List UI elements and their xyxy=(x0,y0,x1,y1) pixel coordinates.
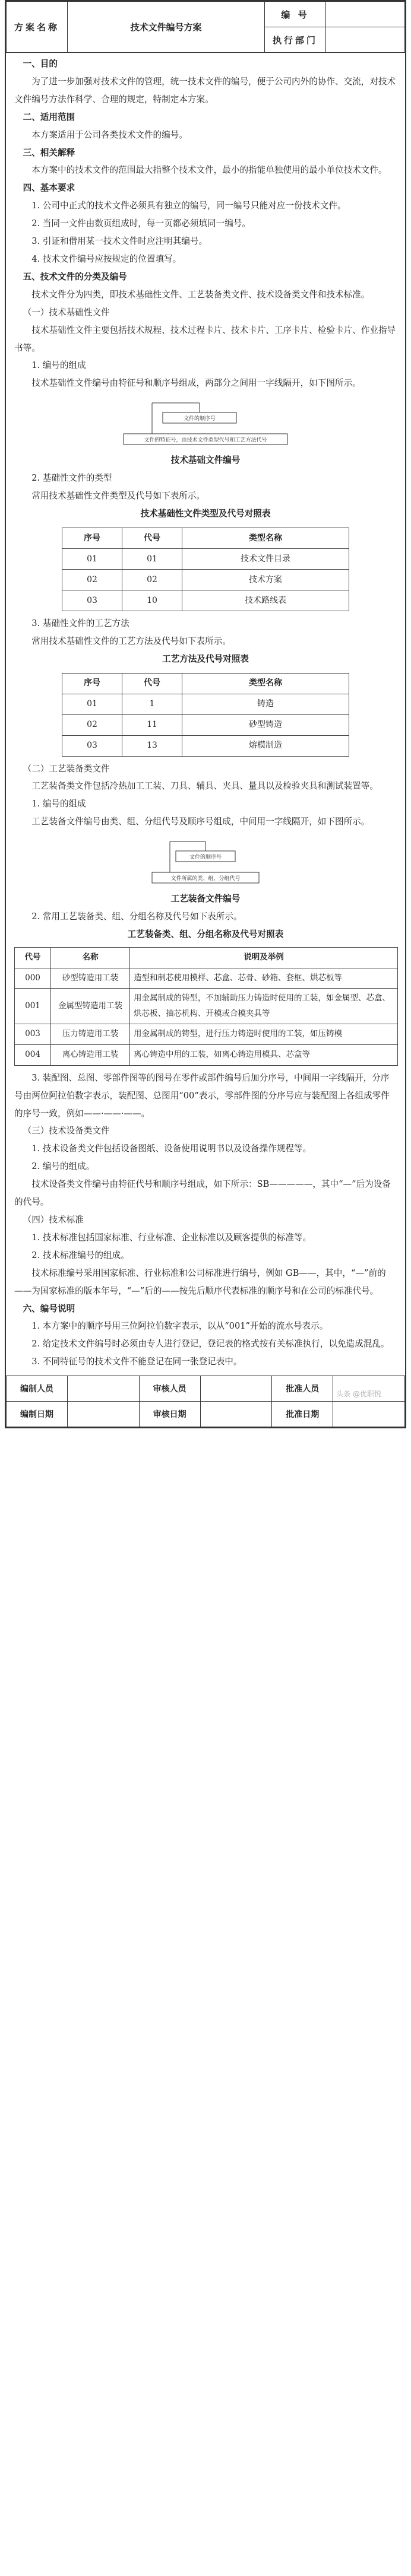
standards-item: 技术标准编号采用国家标准、行业标准和公司标准进行编号，例如 GB——，其中，“—”前的——为国家标准的版本年号，“—”后的——按先后顺序代表标准的顺序号和在公司的标准代号。 xyxy=(14,1268,386,1296)
number-label: 编 号 xyxy=(265,2,326,27)
subsection-tooling-title: （二）工艺装备类文件 xyxy=(23,763,110,774)
section-purpose-text: 为了进一步加强对技术文件的管理，统一技术文件的编号，便于公司内外的协作、交流，对技术文件编号方法作科学、合理的规定，特制定本方案。 xyxy=(14,76,396,104)
equipment-item: 2. 编号的组成。 xyxy=(31,1161,95,1172)
table-cell: 1 xyxy=(122,694,182,714)
table-cell: 造型和制芯使用模样、芯盒、芯骨、砂箱、套框、烘芯板等 xyxy=(130,968,398,989)
section-purpose-title: 一、目的 xyxy=(23,59,58,69)
table-basic-types-title: 技术基础性文件类型及代号对照表 xyxy=(140,508,271,519)
basic-numbering-text: 技术基础性文件编号由特征号和顺序号组成，两部分之间用一字线隔开，如下图所示。 xyxy=(31,378,361,389)
table-cell: 01 xyxy=(62,548,122,569)
section-scope-text: 本方案适用于公司各类技术文件的编号。 xyxy=(31,129,188,140)
tooling-drawing-rule: 3. 装配图、总图、零部件图等的图号在零件或部件编号后加分序号，中间用一字线隔开，分序号由两位阿拉伯数字表示，装配图、总图用“00”表示，零部件图的分序号应与装配图上各组成零件的序号一致，例如——·——·——。 xyxy=(14,1072,390,1119)
exec-dept-value xyxy=(326,27,405,53)
table-cell: 砂型铸造用工装 xyxy=(51,968,130,989)
table-header: 类型名称 xyxy=(182,528,349,548)
requirement-item: 2. 当同一文件由数页组成时，每一页都必须填同一编号。 xyxy=(31,218,251,229)
tooling-numbering-text: 工艺装备文件编号由类、组、分组代号及顺序号组成，中间用一字线隔开，如下图所示。 xyxy=(31,817,370,827)
table-row xyxy=(62,735,349,756)
table-methods xyxy=(62,673,349,757)
subsection-basic-title: （一）技术基础性文件 xyxy=(23,307,110,317)
basic-method-text: 常用技术基础性文件的工艺方法及代号如下表所示。 xyxy=(31,636,231,646)
table-cell: 金属型铸造用工装 xyxy=(51,989,130,1024)
approved-by-label: 批准人员 xyxy=(272,1376,333,1402)
prepared-by-label: 编制人员 xyxy=(7,1376,68,1402)
watermark: 头条 @优职悦 xyxy=(336,1390,381,1399)
reviewed-date-label: 审核日期 xyxy=(139,1402,200,1427)
subsection-standards-title: （四）技术标准 xyxy=(23,1215,84,1225)
table-cell: 01 xyxy=(122,548,182,569)
basic-type-text: 常用技术基础性文件类型及代号如下表所示。 xyxy=(31,491,206,501)
section-definition-title: 三、相关解释 xyxy=(23,147,75,158)
table-header: 类型名称 xyxy=(182,673,349,694)
table-header: 名称 xyxy=(51,947,130,968)
prepared-date-label: 编制日期 xyxy=(7,1402,68,1427)
prepared-date-value xyxy=(68,1402,140,1427)
table-row xyxy=(62,694,349,714)
table-header: 代号 xyxy=(122,528,182,548)
table-cell: 铸造 xyxy=(182,694,349,714)
table-basic-types xyxy=(62,528,349,611)
footer-table xyxy=(6,1376,405,1427)
plan-name: 技术文件编号方案 xyxy=(68,2,265,53)
basic-number-diagram xyxy=(14,399,397,447)
table-tooling xyxy=(14,947,398,1066)
table-row xyxy=(62,569,349,590)
reviewed-by-value xyxy=(200,1376,272,1402)
requirement-item: 3. 引证和借用某一技术文件时应注明其编号。 xyxy=(31,236,208,247)
table-cell: 000 xyxy=(15,968,51,989)
table-cell: 10 xyxy=(122,590,182,611)
reviewed-by-label: 审核人员 xyxy=(139,1376,200,1402)
exec-dept-label: 执行部门 xyxy=(265,27,326,53)
subsection-tooling-text: 工艺装备类文件包括冷热加工工装、刀具、辅具、夹具、量具以及检验夹具和测试装置等。 xyxy=(31,781,378,792)
table-cell: 02 xyxy=(62,569,122,590)
document xyxy=(5,0,406,1428)
diagram-bottom-label: 文件所属的类、组、分组代号 xyxy=(170,876,241,882)
standards-item: 2. 技术标准编号的组成。 xyxy=(31,1250,129,1260)
subsection-basic-text: 技术基础性文件主要包括技术规程、技术过程卡片、技术卡片、工序卡片、检验卡片、作业指导书等。 xyxy=(14,325,396,353)
table-cell: 003 xyxy=(15,1024,51,1045)
standards-item: 1. 技术标准包括国家标准、行业标准、企业标准以及顾客提供的标准等。 xyxy=(31,1232,312,1243)
table-cell: 离心铸造用工装 xyxy=(51,1045,130,1066)
requirement-item: 1. 公司中正式的技术文件必须具有独立的编号，同一编号只能对应一份技术文件。 xyxy=(31,201,346,211)
table-row xyxy=(15,968,398,989)
reviewed-date-value xyxy=(200,1402,272,1427)
approved-date-value xyxy=(333,1402,405,1427)
tooling-diagram-caption: 工艺装备文件编号 xyxy=(170,894,241,904)
plan-name-label: 方案名称 xyxy=(7,2,68,53)
table-row xyxy=(62,714,349,735)
table-cell: 03 xyxy=(62,735,122,756)
tooling-number-diagram xyxy=(14,838,397,885)
section-definition-text: 本方案中的技术文件的范围最大指整个技术文件，最小的指能单独使用的最小单位技术文件。 xyxy=(31,165,387,176)
table-cell: 02 xyxy=(62,714,122,735)
section-scope-title: 二、适用范围 xyxy=(23,112,75,122)
prepared-by-value xyxy=(68,1376,140,1402)
diagram-top-label: 文件的顺序号 xyxy=(189,855,222,861)
table-cell: 技术方案 xyxy=(182,569,349,590)
table-header: 说明及举例 xyxy=(130,947,398,968)
equipment-item: 技术设备类文件编号由特征代号和顺序号组成，如下所示：SB—————，其中“—”后为设备的代号。 xyxy=(14,1179,391,1208)
table-row xyxy=(15,1045,398,1066)
number-value xyxy=(326,2,405,27)
table-row xyxy=(62,548,349,569)
table-cell: 11 xyxy=(122,714,182,735)
tooling-numbering-title: 1. 编号的组成 xyxy=(31,799,86,809)
notes-item: 2. 给定技术文件编号时必须由专人进行登记，登记表的格式按有关标准执行，以免造成混乱。 xyxy=(31,1339,390,1349)
classification-intro: 技术文件分为四类，即技术基础性文件、工艺装备类文件、技术设备类文件和技术标准。 xyxy=(31,289,370,300)
basic-method-title: 3. 基础性文件的工艺方法 xyxy=(31,618,129,628)
table-cell: 02 xyxy=(122,569,182,590)
table-header: 代号 xyxy=(15,947,51,968)
table-cell: 压力铸造用工装 xyxy=(51,1024,130,1045)
table-cell: 01 xyxy=(62,694,122,714)
section-classification-title: 五、技术文件的分类及编号 xyxy=(23,271,127,282)
requirement-item: 4. 技术文件编号应按规定的位置填写。 xyxy=(31,253,182,264)
table-cell: 熔模制造 xyxy=(182,735,349,756)
table-cell: 001 xyxy=(15,989,51,1024)
document-body xyxy=(6,53,405,1376)
notes-item: 1. 本方案中的顺序号用三位阿拉伯数字表示，以从“001”开始的流水号表示。 xyxy=(31,1321,328,1332)
table-cell: 13 xyxy=(122,735,182,756)
basic-diagram-caption: 技术基础文件编号 xyxy=(170,455,241,466)
subsection-equipment-title: （三）技术设备类文件 xyxy=(23,1126,110,1136)
section-requirements-title: 四、基本要求 xyxy=(23,183,75,193)
basic-numbering-title: 1. 编号的组成 xyxy=(31,360,86,371)
table-row xyxy=(15,989,398,1024)
table-cell: 技术文件目录 xyxy=(182,548,349,569)
table-header: 代号 xyxy=(122,673,182,694)
table-cell: 离心铸造中用的工装，如离心铸造用模具、芯盒等 xyxy=(130,1045,398,1066)
table-tooling-title: 工艺装备类、组、分组名称及代号对照表 xyxy=(127,929,284,939)
table-cell: 砂型铸造 xyxy=(182,714,349,735)
table-cell: 03 xyxy=(62,590,122,611)
table-row xyxy=(15,1024,398,1045)
equipment-item: 1. 技术设备类文件包括设备图纸、设备使用说明书以及设备操作规程等。 xyxy=(31,1144,312,1154)
table-cell: 技术路线表 xyxy=(182,590,349,611)
table-header: 序号 xyxy=(62,528,122,548)
table-cell: 用金属制成的铸型，不加辅助压力铸造时使用的工装，如金属型、芯盒、烘芯板、抽芯机构、开模或合模夹具等 xyxy=(130,989,398,1024)
basic-type-title: 2. 基础性文件的类型 xyxy=(31,473,112,484)
approved-date-label: 批准日期 xyxy=(272,1402,333,1427)
tooling-list-title: 2. 常用工艺装备类、组、分组名称及代号如下表所示。 xyxy=(31,911,242,922)
table-header: 序号 xyxy=(62,673,122,694)
table-cell: 004 xyxy=(15,1045,51,1066)
notes-item: 3. 不同特征号的技术文件不能登记在同一张登记表中。 xyxy=(31,1357,242,1367)
table-row xyxy=(62,590,349,611)
header-table xyxy=(6,1,405,53)
table-cell: 用金属制成的铸型，进行压力铸造时使用的工装，如压铸模 xyxy=(130,1024,398,1045)
diagram-top-label: 文件的顺序号 xyxy=(183,416,216,423)
diagram-bottom-label: 文件的特征号，由技术文件类型代号和工艺方法代号 xyxy=(144,437,267,444)
section-notes-title: 六、编号说明 xyxy=(23,1303,75,1314)
table-methods-title: 工艺方法及代号对照表 xyxy=(162,653,249,664)
